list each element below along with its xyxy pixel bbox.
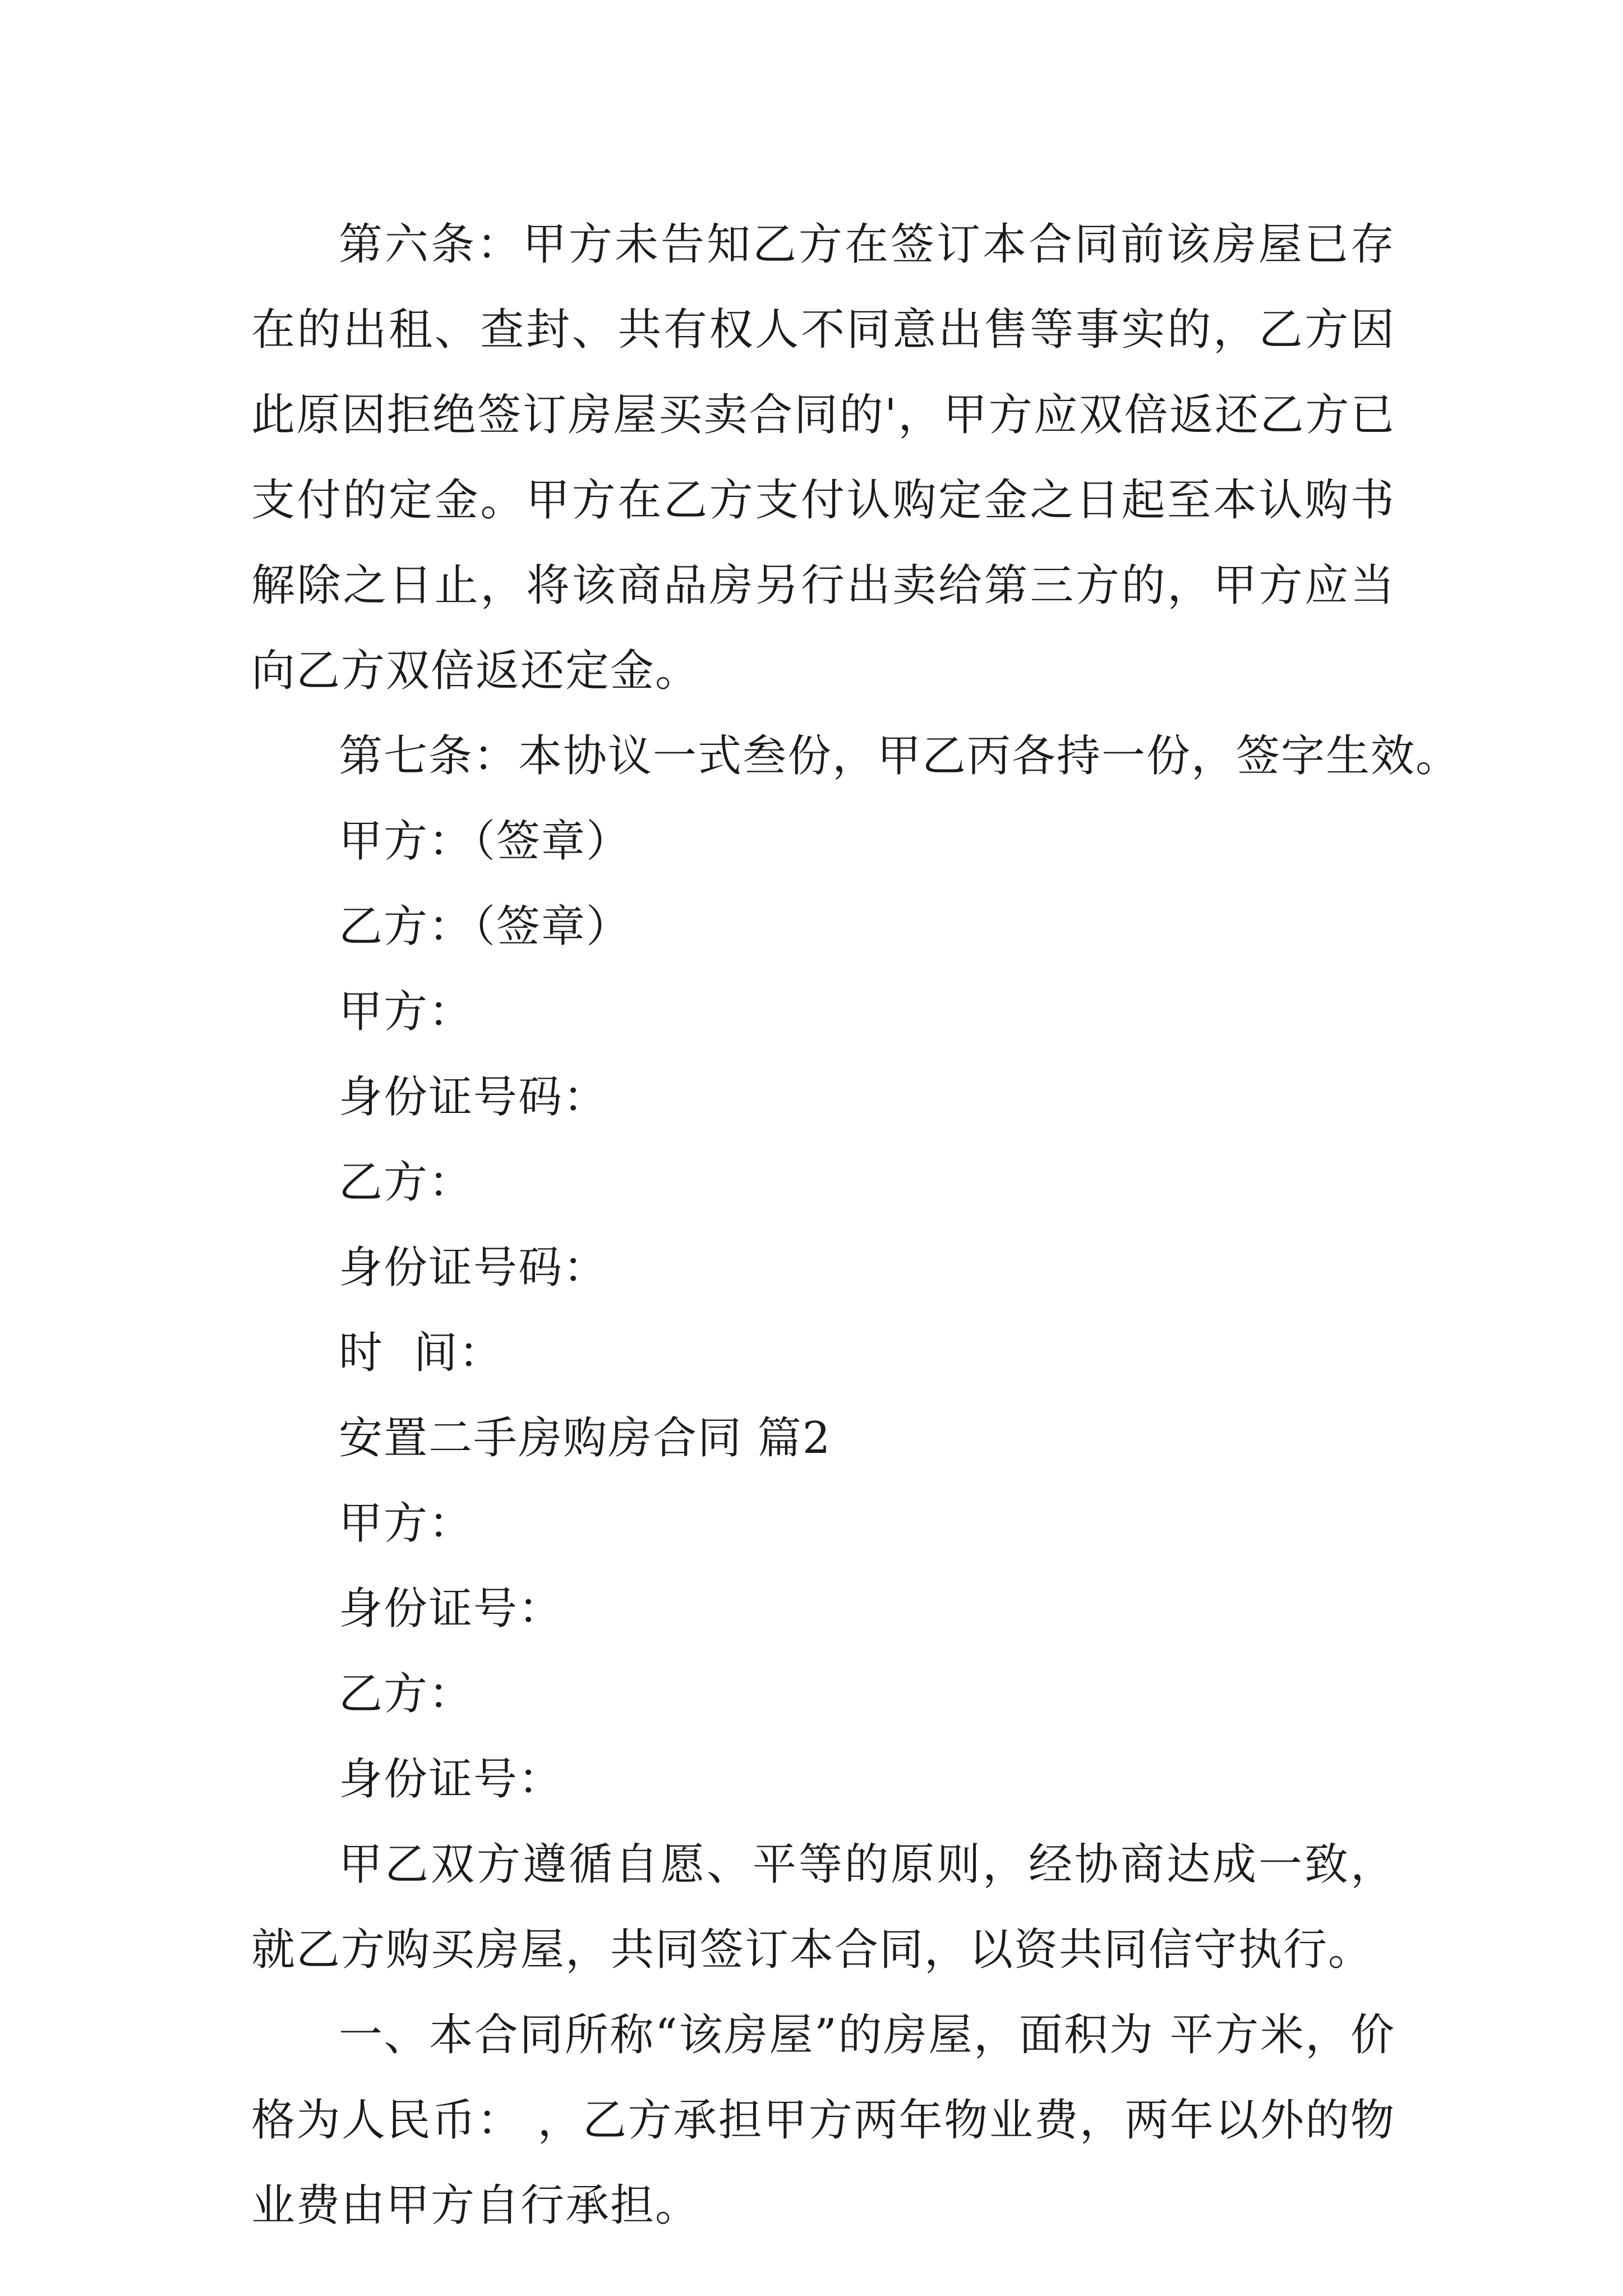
party-b-id-line: 身份证号码： — [339, 1243, 608, 1293]
section2-party-a-id-line: 身份证号： — [339, 1584, 564, 1634]
party-b-signature-line: 乙方：（签章） — [339, 901, 631, 952]
section-title: 安置二手房购房合同 篇2 — [339, 1413, 832, 1464]
agreement-intro-paragraph: 甲乙双方遵循自愿、平等的原则，经协商达成一致，就乙方购买房屋，共同签订本合同，以资共同信守执行。 — [251, 1839, 1395, 1975]
section2-party-b-id-line: 身份证号： — [339, 1754, 564, 1805]
clause-one-paragraph: 一、本合同所称“该房屋”的房屋，面积为 平方米，价格为人民币： ，乙方承担甲方两年物业费，两年以外的物业费由甲方自行承担。 — [251, 2010, 1395, 2231]
clause-seven-line: 第七条：本协议一式叁份，甲乙丙各持一份，签字生效。 — [339, 731, 1461, 781]
party-b-name-line: 乙方： — [339, 1157, 474, 1208]
document-body — [251, 202, 1461, 2248]
clause-six-paragraph: 第六条：甲方未告知乙方在签订本合同前该房屋已存在的出租、查封、共有权人不同意出售等事实的，乙方因此原因拒绝签订房屋买卖合同的'，甲方应双倍返还乙方已支付的定金。甲方在乙方支付认购定金之日起至本认购书解除之日止，将该商品房另行出卖给第三方的，甲方应当向乙方双倍返还定金。 — [251, 219, 1395, 696]
party-a-signature-line: 甲方：（签章） — [339, 816, 631, 867]
section2-party-a-line: 甲方： — [339, 1498, 474, 1549]
party-a-name-line: 甲方： — [339, 987, 474, 1037]
party-a-id-line: 身份证号码： — [339, 1072, 608, 1122]
section2-party-b-line: 乙方： — [339, 1669, 474, 1719]
date-line: 时 间： — [339, 1328, 504, 1378]
